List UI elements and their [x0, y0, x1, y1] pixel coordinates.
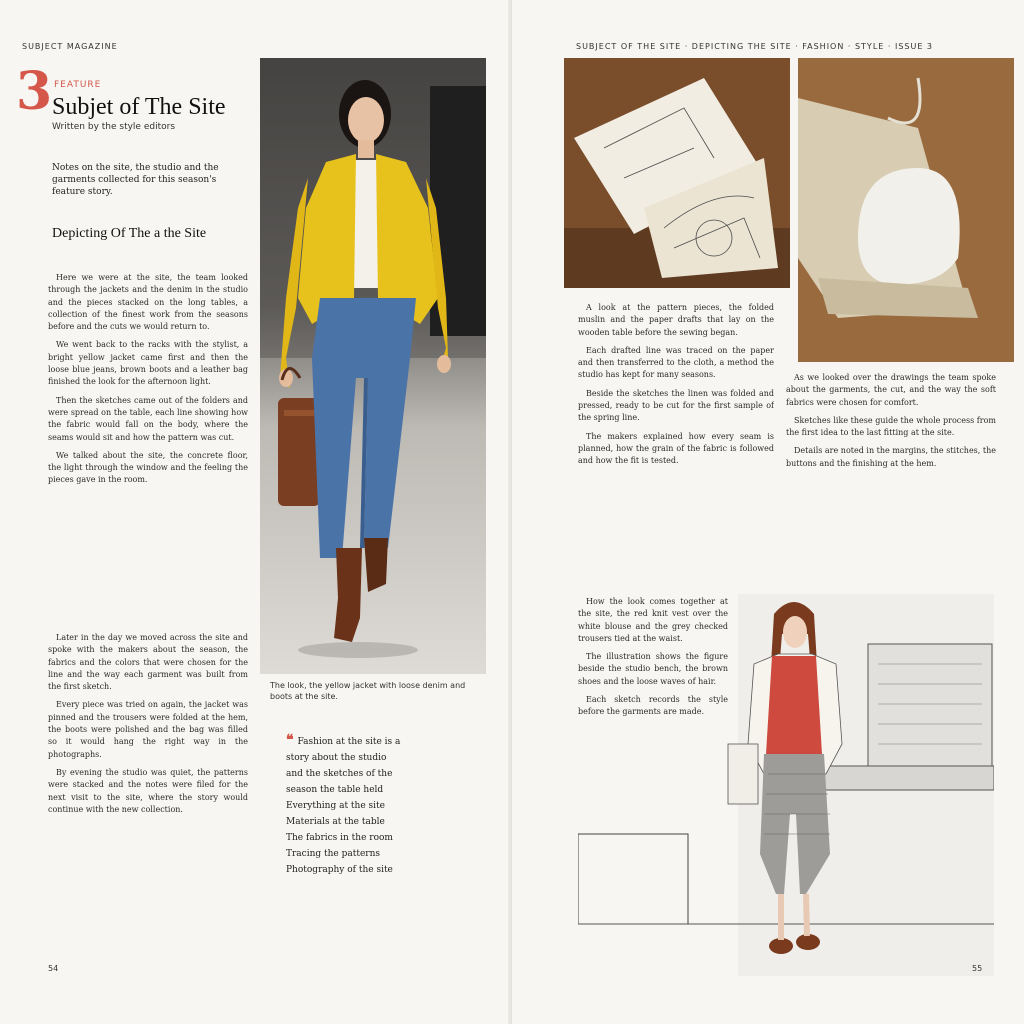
section-heading: Depicting Of The a the Site: [52, 226, 207, 241]
figure-caption: The look, the yellow jacket with loose denim and boots at the site.: [270, 681, 466, 701]
page-title: Subjet of The Site: [52, 94, 226, 120]
kicker: FEATURE: [54, 80, 102, 90]
pull-quote-line: and the sketches of the: [286, 769, 393, 779]
pull-quote-line: The fabrics in the room: [286, 833, 393, 843]
paragraph: A look at the pattern pieces, the folded muslin and the paper drafts that lay on the wooden table before the sewing began.: [578, 303, 774, 337]
pull-quote-line: Everything at the site: [286, 801, 385, 811]
running-head-right: SUBJECT OF THE SITE · DEPICTING THE SITE · FASHION · STYLE · ISSUE 3: [576, 42, 934, 51]
folded-fabric-illustration: [798, 58, 1014, 362]
main-fashion-image: [260, 58, 486, 674]
right-page: [512, 0, 1024, 1024]
pull-quote-line: Photography of the site: [286, 865, 393, 875]
page-number-right: 55: [972, 964, 983, 973]
paragraph: We went back to the racks with the stylist, a bright yellow jacket came first and then the loose blue jeans, brown boots and a leather bag finished the look for the afternoon light.: [48, 340, 248, 387]
paragraph: Beside the sketches the linen was folded and pressed, ready to be cut for the first sample of the spring line.: [578, 388, 774, 423]
paragraph: Every piece was tried on again, the jacket was pinned and the trousers were folded at the hem, the boots were polished and the bag was filled so it would hang the right way in the photographs.: [48, 700, 248, 759]
paragraph: By evening the studio was quiet, the patterns were stacked and the notes were filed for the next visit to the site, where the story would continue with the new collection.: [48, 767, 248, 814]
byline: Written by the style editors: [52, 122, 176, 132]
pull-quote-line: Materials at the table: [286, 817, 385, 827]
running-head-left: SUBJECT MAGAZINE: [22, 42, 118, 51]
body-column-3: [578, 302, 774, 576]
pull-quote-line: Tracing the patterns: [286, 849, 381, 859]
paragraph: Each sketch records the style before the garments are made.: [578, 695, 728, 717]
body-column-2: [48, 632, 248, 950]
paragraph: The illustration shows the figure beside the studio bench, the brown shoes and the loose waves of hair.: [578, 652, 728, 686]
paragraph: Then the sketches came out of the folders and were spread on the table, each line showing how the fabric would fall on the body, where the seams would sit and how the pattern was cut.: [48, 395, 248, 442]
pattern-paper-illustration: [564, 58, 790, 288]
quote-mark-icon: ❝: [286, 732, 294, 748]
pull-quote-line: ❝ Fashion at the site is a: [286, 732, 401, 748]
folded-linen-photo: [798, 58, 1014, 362]
deck: Notes on the site, the studio and the garments collected for this season's feature story.: [52, 163, 219, 197]
pull-quote-line: story about the studio: [286, 753, 387, 763]
paragraph: Details are noted in the margins, the stitches, the buttons and the finishing at the hem.: [786, 446, 996, 468]
pull-quote: [286, 732, 436, 878]
paragraph: Sketches like these guide the whole process from the first idea to the last fitting at the site.: [786, 415, 996, 438]
sketched-figure-illustration: [578, 594, 994, 976]
paragraph: How the look comes together at the site, the red knit vest over the white blouse and the grey checked trousers tied at the waist.: [578, 597, 728, 643]
paragraph: Later in the day we moved across the site and spoke with the makers about the season, the fabrics and the colors that were chosen for the line and the way each garment was built from the first sketch.: [48, 633, 248, 692]
fashion-figure-illustration: [260, 58, 486, 674]
body-column-4: [786, 372, 996, 576]
paragraph: As we looked over the drawings the team spoke about the garments, the cut, and the way the soft fabrics were chosen for comfort.: [786, 373, 996, 407]
page-number-left: 54: [48, 964, 59, 973]
paragraph: Each drafted line was traced on the paper and then transferred to the cloth, a method the studio has kept for many seasons.: [578, 345, 774, 380]
issue-number: 3: [16, 61, 53, 122]
paragraph: The makers explained how every seam is planned, how the grain of the fabric is followed and how the fit is tested.: [578, 431, 774, 466]
style-sketch-illustration: [578, 594, 994, 976]
paragraph: We talked about the site, the concrete floor, the light through the window and the feeling the pieces gave in the room.: [48, 450, 248, 485]
pull-quote-line: season the table held: [286, 785, 384, 795]
paragraph: Here we were at the site, the team looked through the jackets and the denim in the studio and the pieces stacked on the long tables, a collection of the finest work from the seasons before and the cuts we would return to.: [48, 273, 248, 332]
body-column-1: [48, 272, 248, 624]
pattern-sketches-photo: [564, 58, 790, 288]
